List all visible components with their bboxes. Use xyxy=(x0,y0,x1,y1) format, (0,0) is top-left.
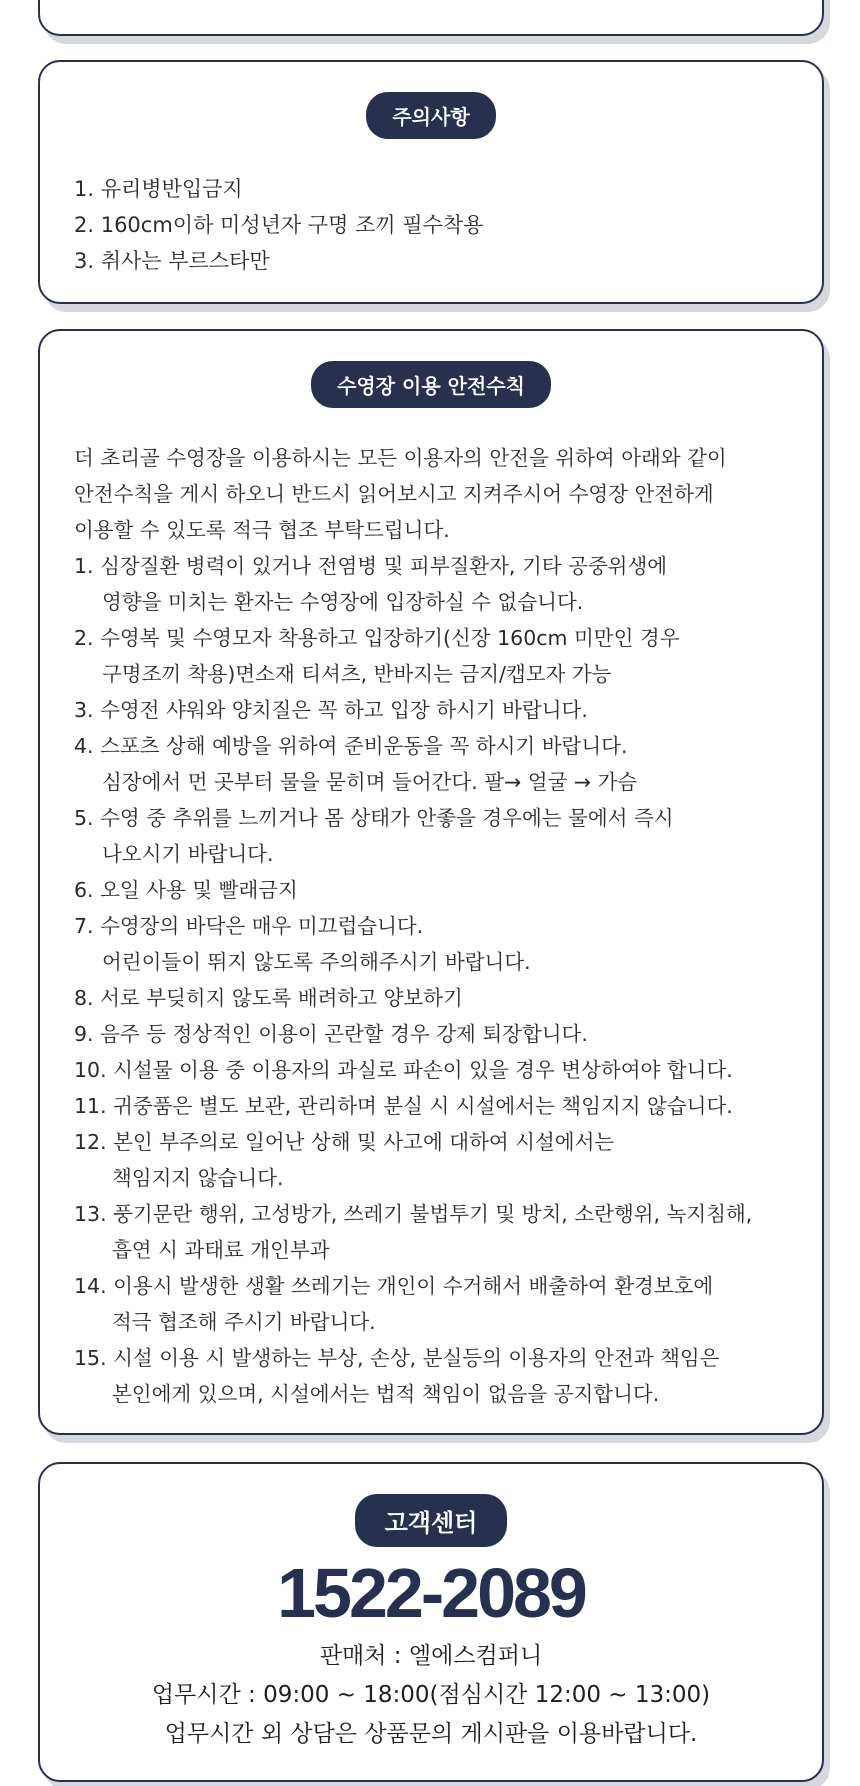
customer-center-title: 고객센터 xyxy=(355,1494,508,1547)
customer-center-phone: 1522-2089 xyxy=(277,1554,585,1632)
safety-rule-7: 7. 수영장의 바닥은 매우 미끄럽습니다. xyxy=(74,914,424,938)
notice-card xyxy=(38,60,824,304)
safety-rule-2: 2. 수영복 및 수영모자 착용하고 입장하기(신장 160cm 미만인 경우 xyxy=(74,626,680,650)
safety-title: 수영장 이용 안전수칙 xyxy=(311,361,551,408)
safety-rule-2-cont: 구명조끼 착용)면소재 티셔츠, 반바지는 금지/캡모자 가능 xyxy=(102,662,612,686)
safety-rule-15: 15. 시설 이용 시 발생하는 부상, 손상, 분실등의 이용자의 안전과 책임은 xyxy=(74,1346,720,1370)
notice-list xyxy=(74,171,822,279)
safety-rule-1: 1. 심장질환 병력이 있거나 전염병 및 피부질환자, 기타 공중위생에 xyxy=(74,554,668,578)
safety-intro-line: 더 초리골 수영장을 이용하시는 모든 이용자의 안전을 위하여 아래와 같이 xyxy=(74,446,727,470)
safety-rule-6: 6. 오일 사용 및 빨래금지 xyxy=(74,878,298,902)
safety-rule-7-cont: 어린이들이 뛰지 않도록 주의해주시기 바랍니다. xyxy=(102,950,531,974)
safety-intro-line: 안전수칙을 게시 하오니 반드시 읽어보시고 지켜주시어 수영장 안전하게 xyxy=(74,482,714,506)
customer-center-card xyxy=(38,1462,824,1782)
safety-rule-11: 11. 귀중품은 별도 보관, 관리하며 분실 시 시설에서는 책임지지 않습니다. xyxy=(74,1094,733,1118)
safety-rule-12-cont: 책임지지 않습니다. xyxy=(112,1166,284,1190)
safety-rule-3: 3. 수영전 샤워와 양치질은 꼭 하고 입장 하시기 바랍니다. xyxy=(74,698,588,722)
safety-rule-10: 10. 시설물 이용 중 이용자의 과실로 파손이 있을 경우 변상하여야 합니다. xyxy=(74,1058,733,1082)
safety-rule-5-cont: 나오시기 바랍니다. xyxy=(102,842,274,866)
safety-rule-14-cont: 적극 협조해 주시기 바랍니다. xyxy=(112,1310,376,1334)
safety-rule-13-cont: 흡연 시 과태료 개인부과 xyxy=(112,1238,330,1262)
previous-section-card xyxy=(38,0,824,36)
safety-rule-14: 14. 이용시 발생한 생활 쓰레기는 개인이 수거해서 배출하여 환경보호에 xyxy=(74,1274,714,1298)
notice-item: 3. 취사는 부르스타만 xyxy=(74,249,270,273)
seller-info: 판매처 : 엘에스컴퍼니 xyxy=(319,1643,543,1669)
safety-rule-5: 5. 수영 중 추위를 느끼거나 몸 상태가 안좋을 경우에는 물에서 즉시 xyxy=(74,806,674,830)
safety-intro-line: 이용할 수 있도록 적극 협조 부탁드립니다. xyxy=(74,518,450,542)
after-hours-notice: 업무시간 외 상담은 상품문의 게시판을 이용바랍니다. xyxy=(164,1721,698,1747)
safety-rule-12: 12. 본인 부주의로 일어난 상해 및 사고에 대하여 시설에서는 xyxy=(74,1130,615,1154)
notice-item: 2. 160cm이하 미성년자 구명 조끼 필수착용 xyxy=(74,213,484,237)
safety-rule-9: 9. 음주 등 정상적인 이용이 곤란할 경우 강제 퇴장합니다. xyxy=(74,1022,588,1046)
notice-item: 1. 유리병반입금지 xyxy=(74,177,243,201)
safety-rule-8: 8. 서로 부딪히지 않도록 배려하고 양보하기 xyxy=(74,986,463,1010)
safety-rules-card xyxy=(38,329,824,1435)
safety-rule-1-cont: 영향을 미치는 환자는 수영장에 입장하실 수 없습니다. xyxy=(102,590,584,614)
safety-rule-13: 13. 풍기문란 행위, 고성방가, 쓰레기 불법투기 및 방치, 소란행위, 녹지침해, xyxy=(74,1202,753,1226)
safety-rule-4-cont: 심장에서 먼 곳부터 물을 묻히며 들어간다. 팔→ 얼굴 → 가슴 xyxy=(102,770,638,794)
notice-title: 주의사항 xyxy=(366,92,495,139)
safety-rule-4: 4. 스포츠 상해 예방을 위하여 준비운동을 꼭 하시기 바랍니다. xyxy=(74,734,628,758)
safety-rule-15-cont: 본인에게 있으며, 시설에서는 법적 책임이 없음을 공지합니다. xyxy=(112,1382,660,1406)
business-hours: 업무시간 : 09:00 ~ 18:00(점심시간 12:00 ~ 13:00) xyxy=(151,1682,711,1708)
safety-body xyxy=(74,440,804,1412)
